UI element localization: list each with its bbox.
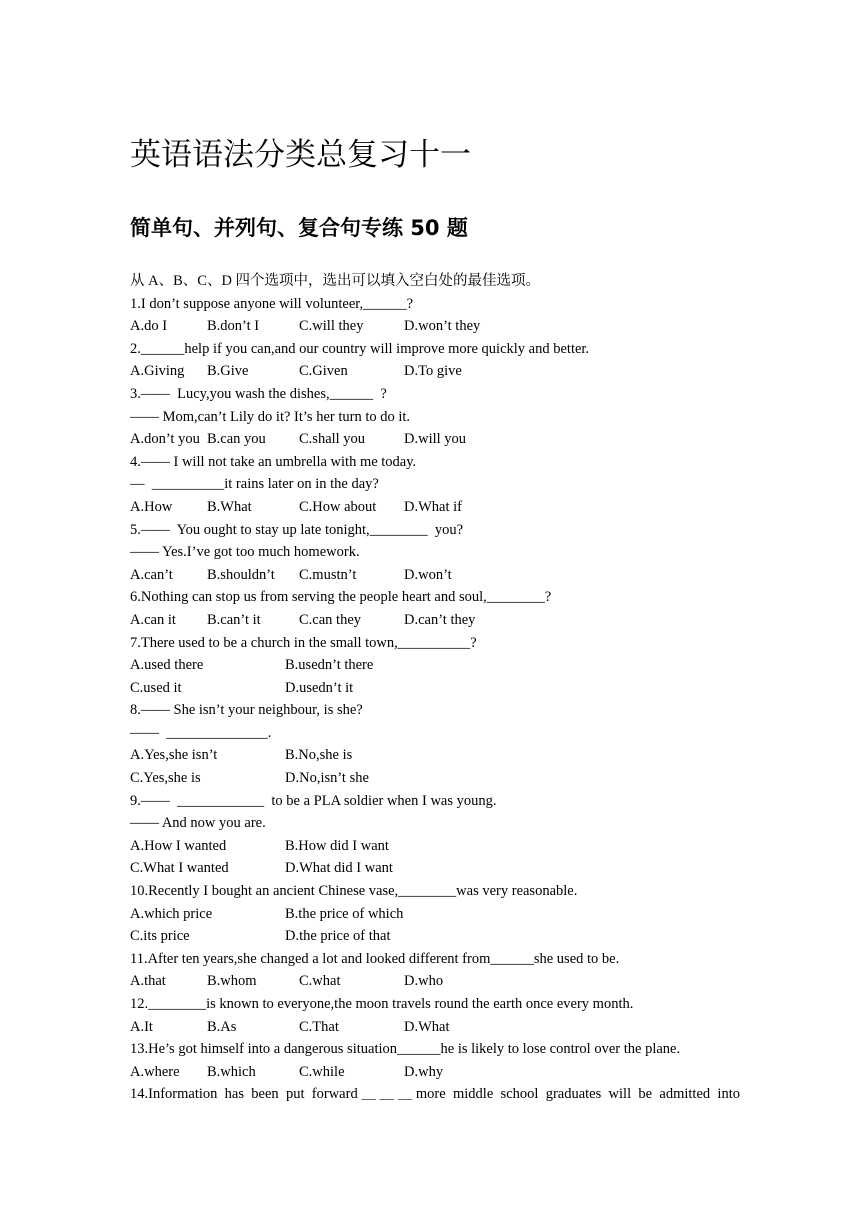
question-text: 9.—— ____________ to be a PLA soldier when I was young. <box>130 792 497 809</box>
dialog-line: —— And now you are. <box>130 815 266 832</box>
option-d-text: D.What if <box>404 498 462 515</box>
question-list <box>130 270 740 1106</box>
options-row <box>130 835 740 858</box>
option-a-text: A.It <box>130 1018 153 1035</box>
option-c-text: C.shall you <box>299 431 366 448</box>
option-d-text: D.won’t <box>404 566 452 583</box>
option-c-text: C.will they <box>299 318 364 335</box>
option-a-text: A.can’t <box>130 566 173 583</box>
page-title: 英语语法分类总复习十一 <box>130 137 471 173</box>
question-text: 14.Information has been put forward＿＿＿more middle school graduates will be admitted into <box>130 1086 740 1103</box>
option-b-text: D.No,isn’t she <box>285 770 369 787</box>
option-c-text: C.That <box>299 1018 339 1035</box>
option-a-text: A.which price <box>130 905 213 922</box>
option-a-text: A.How <box>130 498 173 515</box>
options-row <box>130 315 740 338</box>
options-row <box>130 857 740 880</box>
option-a-text: A.where <box>130 1063 180 1080</box>
question-text: 2.______help if you can,and our country will improve more quickly and better. <box>130 340 590 357</box>
option-b-text: B.As <box>207 1018 237 1035</box>
option-b-text: B.shouldn’t <box>207 566 275 583</box>
option-b-text: D.the price of that <box>285 928 391 945</box>
options-row <box>130 744 740 767</box>
instruction-text: 从 A、B、C、D 四个选项中，选出可以填入空白处的最佳选项。 <box>130 273 541 289</box>
option-a-text: C.Yes,she is <box>130 770 201 787</box>
options-row <box>130 1016 740 1039</box>
question-text: 13.He’s got himself into a dangerous situation______he is likely to lose control over the plane. <box>130 1041 681 1058</box>
option-b-text: D.usedn’t it <box>285 679 354 696</box>
option-a-text: C.its price <box>130 928 190 945</box>
question-text: 10.Recently I bought an ancient Chinese vase,________was very reasonable. <box>130 883 578 900</box>
options-row <box>130 609 740 632</box>
options-row <box>130 925 740 948</box>
option-d-text: D.can’t they <box>404 611 476 628</box>
dialog-line: —— ______________. <box>130 724 272 741</box>
option-b-text: B.which <box>207 1063 256 1080</box>
option-b-text: B.No,she is <box>285 747 353 764</box>
question-text: 12.________is known to everyone,the moon travels round the earth once every month. <box>130 996 634 1012</box>
option-d-text: D.why <box>404 1063 444 1080</box>
option-b-text: B.whom <box>207 973 257 990</box>
page-subtitle: 简单句、并列句、复合句专练 50 题 <box>130 216 468 240</box>
question-text: 7.There used to be a church in the small town,__________? <box>130 634 477 651</box>
option-b-text: B.can you <box>207 431 266 448</box>
question-text: 5.—— You ought to stay up late tonight,________ you? <box>130 521 464 538</box>
options-row <box>130 360 740 383</box>
options-row <box>130 654 740 677</box>
options-row <box>130 496 740 519</box>
option-c-text: C.while <box>299 1063 345 1080</box>
question-text: 6.Nothing can stop us from serving the people heart and soul,________? <box>130 589 552 606</box>
question-text: 1.I don’t suppose anyone will volunteer,______? <box>130 295 414 312</box>
option-a-text: C.What I wanted <box>130 860 229 877</box>
options-row <box>130 677 740 700</box>
option-d-text: D.who <box>404 973 444 990</box>
option-b-text: D.What did I want <box>285 860 393 877</box>
option-a-text: A.How I wanted <box>130 837 227 854</box>
option-c-text: C.How about <box>299 498 377 515</box>
option-b-text: B.Give <box>207 363 249 380</box>
option-a-text: C.used it <box>130 679 182 696</box>
option-a-text: A.can it <box>130 611 176 628</box>
options-row <box>130 428 740 451</box>
option-b-text: B.can’t it <box>207 611 261 628</box>
option-d-text: D.To give <box>404 363 462 380</box>
option-a-text: A.used there <box>130 657 204 674</box>
options-row <box>130 903 740 926</box>
option-c-text: C.Given <box>299 363 348 380</box>
question-text: 8.—— She isn’t your neighbour, is she? <box>130 702 363 719</box>
option-a-text: A.Giving <box>130 363 185 380</box>
option-c-text: C.mustn’t <box>299 566 357 583</box>
question-text: 4.—— I will not take an umbrella with me today. <box>130 453 417 470</box>
option-a-text: A.don’t you <box>130 431 200 448</box>
option-b-text: B.What <box>207 498 252 515</box>
dialog-line: —— Mom,can’t Lily do it? It’s her turn to do it. <box>130 408 411 425</box>
option-d-text: D.What <box>404 1018 450 1035</box>
option-b-text: B.How did I want <box>285 837 389 854</box>
option-c-text: C.can they <box>299 611 362 628</box>
options-row <box>130 970 740 993</box>
question-text: 11.After ten years,she changed a lot and looked different from______she used to be. <box>130 950 620 967</box>
option-a-text: A.do I <box>130 318 168 335</box>
option-d-text: D.won’t they <box>404 318 481 335</box>
question-text: 3.—— Lucy,you wash the dishes,______ ? <box>130 385 387 402</box>
option-d-text: D.will you <box>404 431 467 448</box>
option-a-text: A.that <box>130 973 166 990</box>
option-c-text: C.what <box>299 973 341 990</box>
options-row <box>130 564 740 587</box>
dialog-line: — __________it rains later on in the day? <box>130 476 379 493</box>
options-row <box>130 1061 740 1084</box>
option-b-text: B.the price of which <box>285 905 404 922</box>
options-row <box>130 767 740 790</box>
dialog-line: —— Yes.I’ve got too much homework. <box>130 544 360 561</box>
option-a-text: A.Yes,she isn’t <box>130 747 218 764</box>
option-b-text: B.usedn’t there <box>285 657 374 674</box>
option-b-text: B.don’t I <box>207 318 260 335</box>
